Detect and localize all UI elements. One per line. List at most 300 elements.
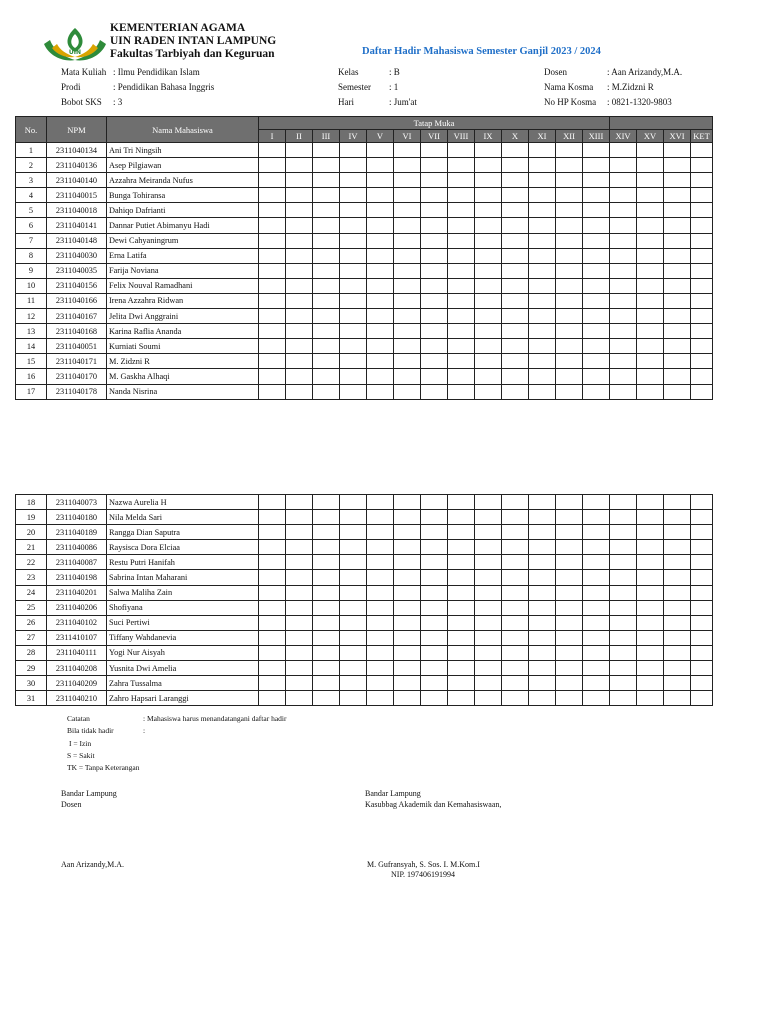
note-catatan-label: Catatan — [67, 714, 90, 723]
col-header-session: XIII — [583, 130, 610, 143]
cell-attendance — [286, 278, 313, 293]
col-header-session: VII — [421, 130, 448, 143]
cell-attendance — [691, 369, 713, 384]
cell-nama: Nila Melda Sari — [107, 510, 259, 525]
cell-attendance — [637, 173, 664, 188]
cell-attendance — [421, 510, 448, 525]
cell-attendance — [421, 585, 448, 600]
cell-attendance — [475, 369, 502, 384]
cell-attendance — [394, 173, 421, 188]
cell-attendance — [529, 555, 556, 570]
cell-attendance — [583, 630, 610, 645]
cell-attendance — [367, 645, 394, 660]
cell-attendance — [583, 309, 610, 324]
cell-attendance — [664, 540, 691, 555]
cell-attendance — [583, 369, 610, 384]
cell-attendance — [637, 600, 664, 615]
cell-attendance — [394, 233, 421, 248]
sig-left-name: Aan Arizandy,M.A. — [61, 860, 125, 869]
table-row — [16, 585, 713, 600]
cell-attendance — [529, 615, 556, 630]
cell-attendance — [529, 540, 556, 555]
table-row — [16, 630, 713, 645]
cell-attendance — [286, 661, 313, 676]
cell-attendance — [664, 525, 691, 540]
cell-attendance — [529, 510, 556, 525]
cell-attendance — [556, 324, 583, 339]
cell-attendance — [691, 540, 713, 555]
cell-attendance — [556, 293, 583, 308]
cell-attendance — [286, 510, 313, 525]
cell-nama: Restu Putri Hanifah — [107, 555, 259, 570]
cell-attendance — [259, 263, 286, 278]
cell-attendance — [664, 645, 691, 660]
cell-attendance — [421, 339, 448, 354]
table-row — [16, 645, 713, 660]
cell-attendance — [448, 354, 475, 369]
cell-attendance — [448, 324, 475, 339]
cell-attendance — [286, 293, 313, 308]
cell-attendance — [529, 309, 556, 324]
cell-nama: M. Gaskha Alhaqi — [107, 369, 259, 384]
cell-attendance — [367, 600, 394, 615]
cell-attendance — [610, 615, 637, 630]
cell-attendance — [502, 570, 529, 585]
cell-attendance — [556, 384, 583, 399]
cell-npm: 2311040136 — [47, 158, 107, 173]
table-row — [16, 540, 713, 555]
cell-no: 29 — [16, 661, 47, 676]
cell-attendance — [691, 203, 713, 218]
cell-attendance — [691, 354, 713, 369]
cell-attendance — [529, 248, 556, 263]
cell-attendance — [340, 263, 367, 278]
cell-attendance — [583, 570, 610, 585]
cell-attendance — [637, 570, 664, 585]
cell-attendance — [556, 691, 583, 706]
table-row — [16, 570, 713, 585]
cell-attendance — [340, 173, 367, 188]
cell-attendance — [556, 676, 583, 691]
cell-attendance — [583, 278, 610, 293]
cell-attendance — [610, 233, 637, 248]
cell-attendance — [637, 248, 664, 263]
col-header-tatap-muka: Tatap Muka — [259, 117, 610, 130]
cell-attendance — [610, 248, 637, 263]
cell-attendance — [610, 143, 637, 158]
cell-attendance — [502, 248, 529, 263]
col-header-session: XV — [637, 130, 664, 143]
sig-right-role: Kasubbag Akademik dan Kemahasiswaan, — [365, 800, 502, 809]
info-hari-label: Hari — [338, 97, 354, 107]
cell-attendance — [637, 510, 664, 525]
col-header-no: No. — [16, 117, 47, 143]
cell-attendance — [502, 600, 529, 615]
cell-attendance — [475, 510, 502, 525]
cell-attendance — [286, 384, 313, 399]
info-prodi-value: : Pendidikan Bahasa Inggris — [113, 82, 215, 92]
cell-attendance — [313, 218, 340, 233]
cell-attendance — [340, 384, 367, 399]
cell-attendance — [637, 143, 664, 158]
cell-attendance — [286, 158, 313, 173]
cell-attendance — [367, 248, 394, 263]
cell-attendance — [556, 570, 583, 585]
cell-attendance — [340, 143, 367, 158]
note-tk: TK = Tanpa Keterangan — [67, 763, 140, 772]
table-row — [16, 324, 713, 339]
cell-attendance — [421, 248, 448, 263]
cell-attendance — [583, 691, 610, 706]
cell-attendance — [637, 188, 664, 203]
cell-attendance — [340, 525, 367, 540]
col-header-session: VI — [394, 130, 421, 143]
cell-attendance — [367, 278, 394, 293]
cell-attendance — [475, 233, 502, 248]
cell-attendance — [664, 309, 691, 324]
cell-attendance — [448, 661, 475, 676]
cell-attendance — [340, 570, 367, 585]
table-row — [16, 263, 713, 278]
cell-attendance — [421, 158, 448, 173]
cell-attendance — [556, 339, 583, 354]
cell-npm: 2311040206 — [47, 600, 107, 615]
cell-attendance — [556, 263, 583, 278]
cell-attendance — [421, 218, 448, 233]
cell-attendance — [502, 555, 529, 570]
cell-nama: Dannar Putiet Abimanyu Hadi — [107, 218, 259, 233]
cell-attendance — [394, 525, 421, 540]
cell-attendance — [691, 339, 713, 354]
cell-attendance — [286, 600, 313, 615]
cell-attendance — [502, 525, 529, 540]
cell-attendance — [421, 233, 448, 248]
cell-attendance — [556, 309, 583, 324]
cell-attendance — [529, 525, 556, 540]
cell-attendance — [286, 233, 313, 248]
cell-attendance — [313, 615, 340, 630]
table-row — [16, 188, 713, 203]
info-kosma-value: : M.Zidzni R — [607, 82, 654, 92]
cell-attendance — [529, 495, 556, 510]
cell-attendance — [448, 384, 475, 399]
cell-attendance — [340, 555, 367, 570]
cell-attendance — [259, 143, 286, 158]
cell-attendance — [502, 645, 529, 660]
cell-attendance — [367, 585, 394, 600]
cell-attendance — [448, 293, 475, 308]
cell-attendance — [637, 540, 664, 555]
cell-attendance — [502, 173, 529, 188]
cell-attendance — [583, 540, 610, 555]
cell-attendance — [286, 570, 313, 585]
cell-attendance — [421, 525, 448, 540]
cell-attendance — [448, 615, 475, 630]
col-header-nama: Nama Mahasiswa — [107, 117, 259, 143]
cell-attendance — [367, 676, 394, 691]
cell-attendance — [664, 263, 691, 278]
cell-no: 17 — [16, 384, 47, 399]
cell-attendance — [367, 661, 394, 676]
cell-attendance — [448, 570, 475, 585]
table-row — [16, 278, 713, 293]
cell-attendance — [475, 143, 502, 158]
cell-attendance — [367, 555, 394, 570]
cell-attendance — [313, 495, 340, 510]
cell-npm: 2311040180 — [47, 510, 107, 525]
col-header-tatap-muka-extra — [610, 117, 713, 130]
cell-attendance — [691, 661, 713, 676]
cell-attendance — [583, 158, 610, 173]
col-header-session: IX — [475, 130, 502, 143]
col-header-session: III — [313, 130, 340, 143]
info-hp-label: No HP Kosma — [544, 97, 597, 107]
cell-npm: 2311040198 — [47, 570, 107, 585]
cell-attendance — [610, 203, 637, 218]
cell-attendance — [502, 278, 529, 293]
cell-attendance — [367, 309, 394, 324]
cell-attendance — [394, 691, 421, 706]
cell-attendance — [448, 278, 475, 293]
cell-attendance — [259, 384, 286, 399]
cell-npm: 2311040018 — [47, 203, 107, 218]
cell-attendance — [637, 495, 664, 510]
info-hari-value: : Jum'at — [389, 97, 417, 107]
cell-attendance — [475, 158, 502, 173]
cell-attendance — [556, 248, 583, 263]
cell-attendance — [421, 278, 448, 293]
cell-attendance — [502, 540, 529, 555]
cell-nama: Farija Noviana — [107, 263, 259, 278]
cell-attendance — [340, 354, 367, 369]
col-header-session: IV — [340, 130, 367, 143]
cell-attendance — [421, 324, 448, 339]
cell-attendance — [340, 293, 367, 308]
cell-npm: 2311040167 — [47, 309, 107, 324]
cell-attendance — [583, 661, 610, 676]
cell-attendance — [367, 540, 394, 555]
cell-attendance — [367, 143, 394, 158]
faculty-name: Fakultas Tarbiyah dan Keguruan — [110, 48, 275, 60]
table-row — [16, 525, 713, 540]
cell-attendance — [340, 615, 367, 630]
cell-attendance — [556, 188, 583, 203]
cell-attendance — [664, 324, 691, 339]
cell-attendance — [313, 525, 340, 540]
cell-attendance — [529, 676, 556, 691]
cell-attendance — [691, 263, 713, 278]
col-header-session: VIII — [448, 130, 475, 143]
cell-attendance — [691, 495, 713, 510]
table-row — [16, 339, 713, 354]
cell-attendance — [367, 354, 394, 369]
cell-no: 28 — [16, 645, 47, 660]
cell-attendance — [475, 540, 502, 555]
cell-attendance — [691, 158, 713, 173]
cell-nama: Suci Pertiwi — [107, 615, 259, 630]
cell-attendance — [691, 555, 713, 570]
cell-attendance — [394, 555, 421, 570]
cell-attendance — [367, 570, 394, 585]
cell-attendance — [637, 555, 664, 570]
cell-attendance — [556, 525, 583, 540]
cell-attendance — [583, 293, 610, 308]
cell-attendance — [394, 278, 421, 293]
cell-attendance — [502, 510, 529, 525]
cell-attendance — [448, 555, 475, 570]
cell-attendance — [475, 278, 502, 293]
cell-attendance — [556, 615, 583, 630]
cell-npm: 2311040171 — [47, 354, 107, 369]
cell-nama: Shofiyana — [107, 600, 259, 615]
cell-attendance — [340, 661, 367, 676]
col-header-session: I — [259, 130, 286, 143]
cell-attendance — [367, 173, 394, 188]
cell-attendance — [610, 354, 637, 369]
cell-attendance — [664, 676, 691, 691]
cell-attendance — [313, 248, 340, 263]
cell-attendance — [583, 218, 610, 233]
cell-attendance — [313, 293, 340, 308]
cell-attendance — [691, 570, 713, 585]
cell-attendance — [394, 143, 421, 158]
cell-attendance — [637, 615, 664, 630]
cell-attendance — [475, 555, 502, 570]
cell-attendance — [286, 495, 313, 510]
note-sakit: S = Sakit — [67, 751, 95, 760]
cell-attendance — [259, 278, 286, 293]
info-prodi-label: Prodi — [61, 82, 81, 92]
cell-attendance — [475, 600, 502, 615]
cell-attendance — [529, 630, 556, 645]
cell-attendance — [529, 384, 556, 399]
cell-attendance — [313, 278, 340, 293]
cell-nama: Felix Nouval Ramadhani — [107, 278, 259, 293]
col-header-session: X — [502, 130, 529, 143]
info-semester-value: : 1 — [389, 82, 399, 92]
cell-attendance — [664, 615, 691, 630]
cell-attendance — [421, 203, 448, 218]
page-title: Daftar Hadir Mahasiswa Semester Ganjil 2023 / 2024 — [362, 46, 601, 57]
cell-npm: 2311040102 — [47, 615, 107, 630]
table-row — [16, 369, 713, 384]
cell-attendance — [556, 218, 583, 233]
table-row — [16, 495, 713, 510]
cell-attendance — [475, 263, 502, 278]
cell-attendance — [475, 661, 502, 676]
cell-attendance — [340, 510, 367, 525]
cell-attendance — [664, 278, 691, 293]
cell-attendance — [286, 173, 313, 188]
cell-attendance — [340, 495, 367, 510]
cell-attendance — [259, 495, 286, 510]
cell-attendance — [583, 645, 610, 660]
cell-no: 19 — [16, 510, 47, 525]
cell-attendance — [313, 369, 340, 384]
cell-attendance — [556, 233, 583, 248]
cell-attendance — [502, 339, 529, 354]
cell-npm: 2311040178 — [47, 384, 107, 399]
cell-attendance — [421, 691, 448, 706]
cell-nama: Yusnita Dwi Amelia — [107, 661, 259, 676]
cell-attendance — [475, 645, 502, 660]
cell-attendance — [421, 540, 448, 555]
col-header-session: II — [286, 130, 313, 143]
cell-attendance — [637, 384, 664, 399]
cell-attendance — [286, 615, 313, 630]
cell-attendance — [421, 645, 448, 660]
sig-right-name: M. Gufransyah, S. Sos. I. M.Kom.I — [367, 860, 480, 869]
cell-attendance — [259, 354, 286, 369]
cell-attendance — [448, 691, 475, 706]
cell-attendance — [286, 540, 313, 555]
cell-attendance — [259, 510, 286, 525]
cell-npm: 2311040210 — [47, 691, 107, 706]
cell-attendance — [259, 188, 286, 203]
cell-attendance — [529, 354, 556, 369]
cell-attendance — [340, 645, 367, 660]
cell-no: 25 — [16, 600, 47, 615]
cell-attendance — [475, 324, 502, 339]
cell-no: 24 — [16, 585, 47, 600]
col-header-npm: NPM — [47, 117, 107, 143]
cell-attendance — [691, 218, 713, 233]
cell-attendance — [421, 263, 448, 278]
cell-attendance — [475, 248, 502, 263]
cell-attendance — [583, 173, 610, 188]
cell-attendance — [664, 585, 691, 600]
cell-attendance — [583, 339, 610, 354]
cell-attendance — [448, 143, 475, 158]
col-header-session: XIV — [610, 130, 637, 143]
cell-nama: Dahiqo Dafrianti — [107, 203, 259, 218]
cell-attendance — [340, 369, 367, 384]
cell-attendance — [529, 278, 556, 293]
cell-no: 15 — [16, 354, 47, 369]
cell-attendance — [259, 248, 286, 263]
info-hp-value: : 0821-1320-9803 — [607, 97, 672, 107]
cell-attendance — [583, 555, 610, 570]
cell-nama: Bunga Tohiransa — [107, 188, 259, 203]
cell-npm: 2311040201 — [47, 585, 107, 600]
cell-npm: 2311040170 — [47, 369, 107, 384]
cell-nama: Salwa Maliha Zain — [107, 585, 259, 600]
cell-attendance — [610, 525, 637, 540]
table-row — [16, 510, 713, 525]
cell-attendance — [448, 233, 475, 248]
cell-npm: 2311040073 — [47, 495, 107, 510]
cell-attendance — [664, 510, 691, 525]
cell-attendance — [637, 218, 664, 233]
cell-attendance — [610, 585, 637, 600]
cell-attendance — [502, 158, 529, 173]
cell-attendance — [421, 293, 448, 308]
cell-attendance — [529, 645, 556, 660]
cell-attendance — [394, 495, 421, 510]
cell-attendance — [475, 585, 502, 600]
cell-attendance — [502, 384, 529, 399]
cell-attendance — [448, 585, 475, 600]
cell-attendance — [421, 630, 448, 645]
cell-attendance — [529, 324, 556, 339]
cell-attendance — [421, 369, 448, 384]
cell-nama: Rangga Dian Saputra — [107, 525, 259, 540]
cell-attendance — [529, 203, 556, 218]
cell-attendance — [475, 309, 502, 324]
cell-attendance — [421, 173, 448, 188]
cell-no: 3 — [16, 173, 47, 188]
cell-attendance — [259, 570, 286, 585]
